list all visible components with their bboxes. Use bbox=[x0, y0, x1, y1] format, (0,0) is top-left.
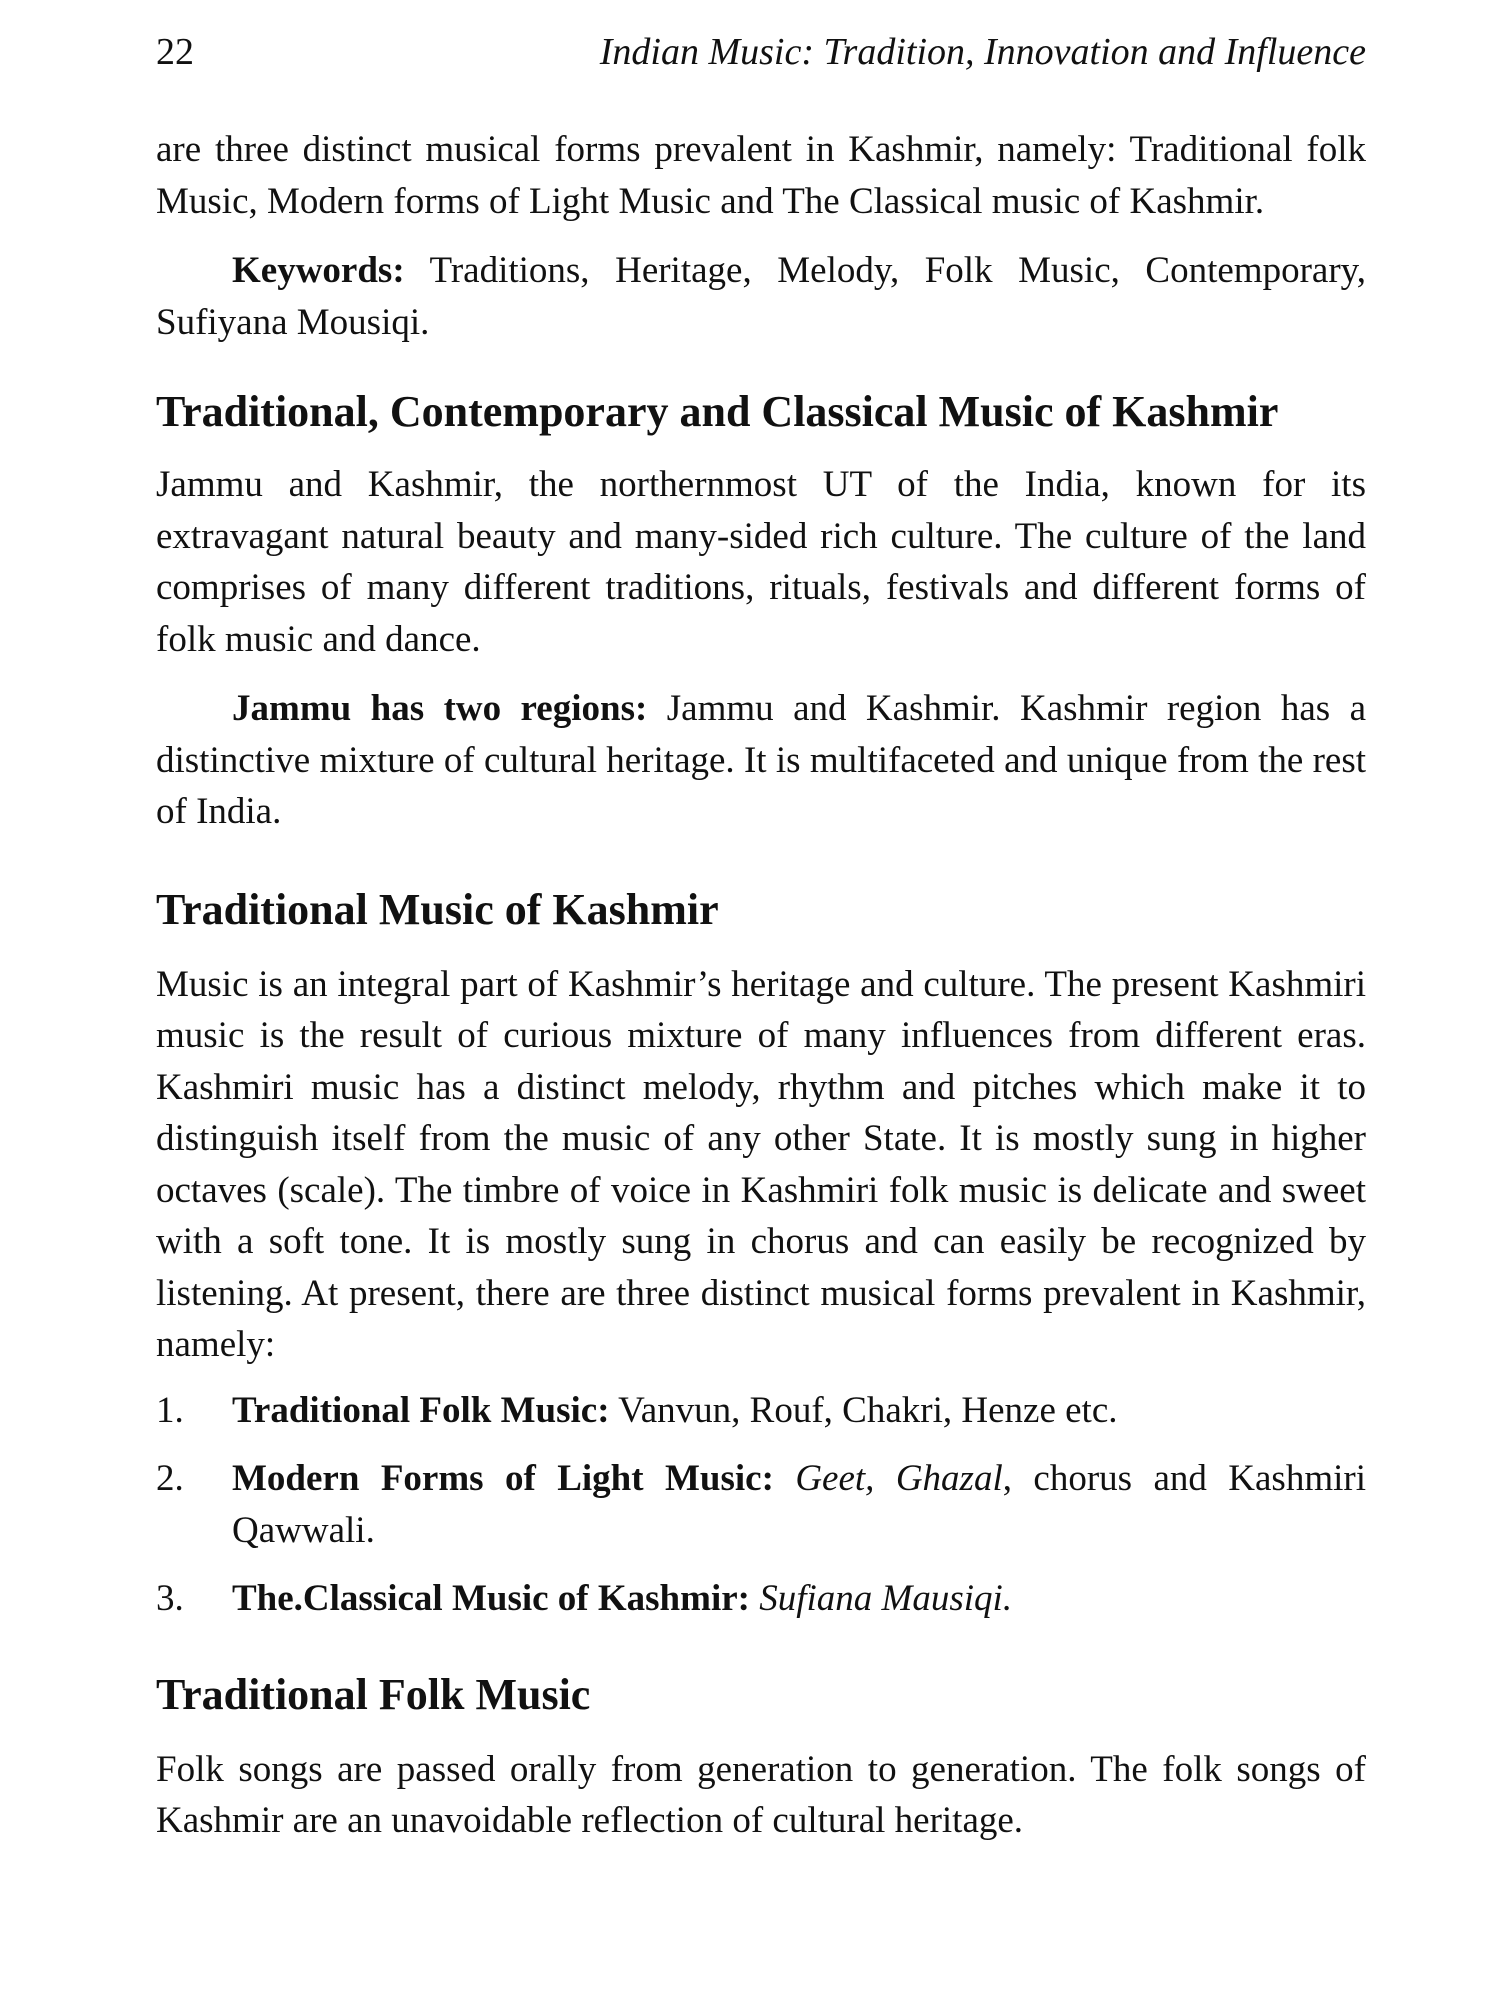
section-heading-traditional-music: Traditional Music of Kashmir bbox=[156, 884, 719, 934]
list-item-italic: Geet, Ghazal bbox=[773, 1458, 1003, 1499]
keywords-list: Traditions, Heritage, Melody, Folk Music, Contemporary, Sufiyana Mousiqi. bbox=[156, 250, 1366, 343]
book-page bbox=[156, 24, 1366, 1847]
paragraph-folk-songs: Folk songs are passed orally from generation to generation. The folk songs of Kashmir are an unavoidable reflection of cultural heritage. bbox=[156, 1748, 1366, 1841]
list-item bbox=[156, 1453, 1366, 1556]
list-item-number: 3. bbox=[156, 1578, 184, 1619]
list-item-text: Vanvun, Rouf, Chakri, Henze etc. bbox=[609, 1389, 1118, 1431]
section-heading-traditional-folk-music: Traditional Folk Music bbox=[156, 1669, 591, 1719]
keywords-paragraph bbox=[156, 245, 1366, 348]
regions-text: Jammu and Kashmir. Kashmir region has a distinctive mixture of cultural heritage. It is multifaceted and unique from the rest of India. bbox=[156, 688, 1366, 832]
running-head bbox=[156, 24, 1366, 80]
musical-forms-list bbox=[156, 1385, 1366, 1625]
paragraph-jammu-regions bbox=[156, 683, 1366, 838]
page-number: 22 bbox=[156, 31, 194, 73]
list-item-number: 2. bbox=[156, 1458, 184, 1499]
list-item-label: Modern Forms of Light Music: bbox=[232, 1458, 774, 1499]
list-item-number: 1. bbox=[156, 1389, 184, 1431]
list-item bbox=[156, 1573, 1366, 1625]
regions-label: Jammu has two regions: bbox=[232, 688, 648, 729]
keywords-label: Keywords: bbox=[232, 250, 405, 291]
paragraph-traditional-music: Music is an integral part of Kashmir’s heritage and culture. The present Kashmiri music is the result of curious mixture of many influences from different eras. Kashmiri music has a distinct melody, rhythm and pitches which make it to distinguish itself from the music of any other State. It is mostly sung in higher octaves (scale). The timbre of voice in Kashmiri folk music is delicate and sweet with a soft tone. It is mostly sung in chorus and can easily be recognized by listening. At present, there are three distinct musical forms prevalent in Kashmir, namely: bbox=[156, 963, 1366, 1365]
running-title: Indian Music: Tradition, Innovation and Influence bbox=[599, 31, 1366, 73]
list-item-text: , chorus and Kashmiri Qawwali. bbox=[232, 1458, 1366, 1551]
list-item bbox=[156, 1385, 1366, 1437]
section-heading-kashmir-music: Traditional, Contemporary and Classical Music of Kashmir bbox=[156, 387, 1279, 436]
abstract-continuation: are three distinct musical forms prevalent in Kashmir, namely: Traditional folk Music, Modern forms of Light Music and The Classical music of Kashmir. bbox=[156, 129, 1366, 222]
list-item-italic: Sufiana Mausiqi. bbox=[749, 1578, 1013, 1619]
list-item-label: Traditional Folk Music: bbox=[232, 1389, 610, 1431]
list-item-label: The.Classical Music of Kashmir: bbox=[232, 1578, 750, 1619]
paragraph-jammu-kashmir-intro: Jammu and Kashmir, the northernmost UT of the India, known for its extravagant natural beauty and many-sided rich culture. The culture of the land comprises of many different traditions, rituals, festivals and different forms of folk music and dance. bbox=[156, 464, 1366, 660]
